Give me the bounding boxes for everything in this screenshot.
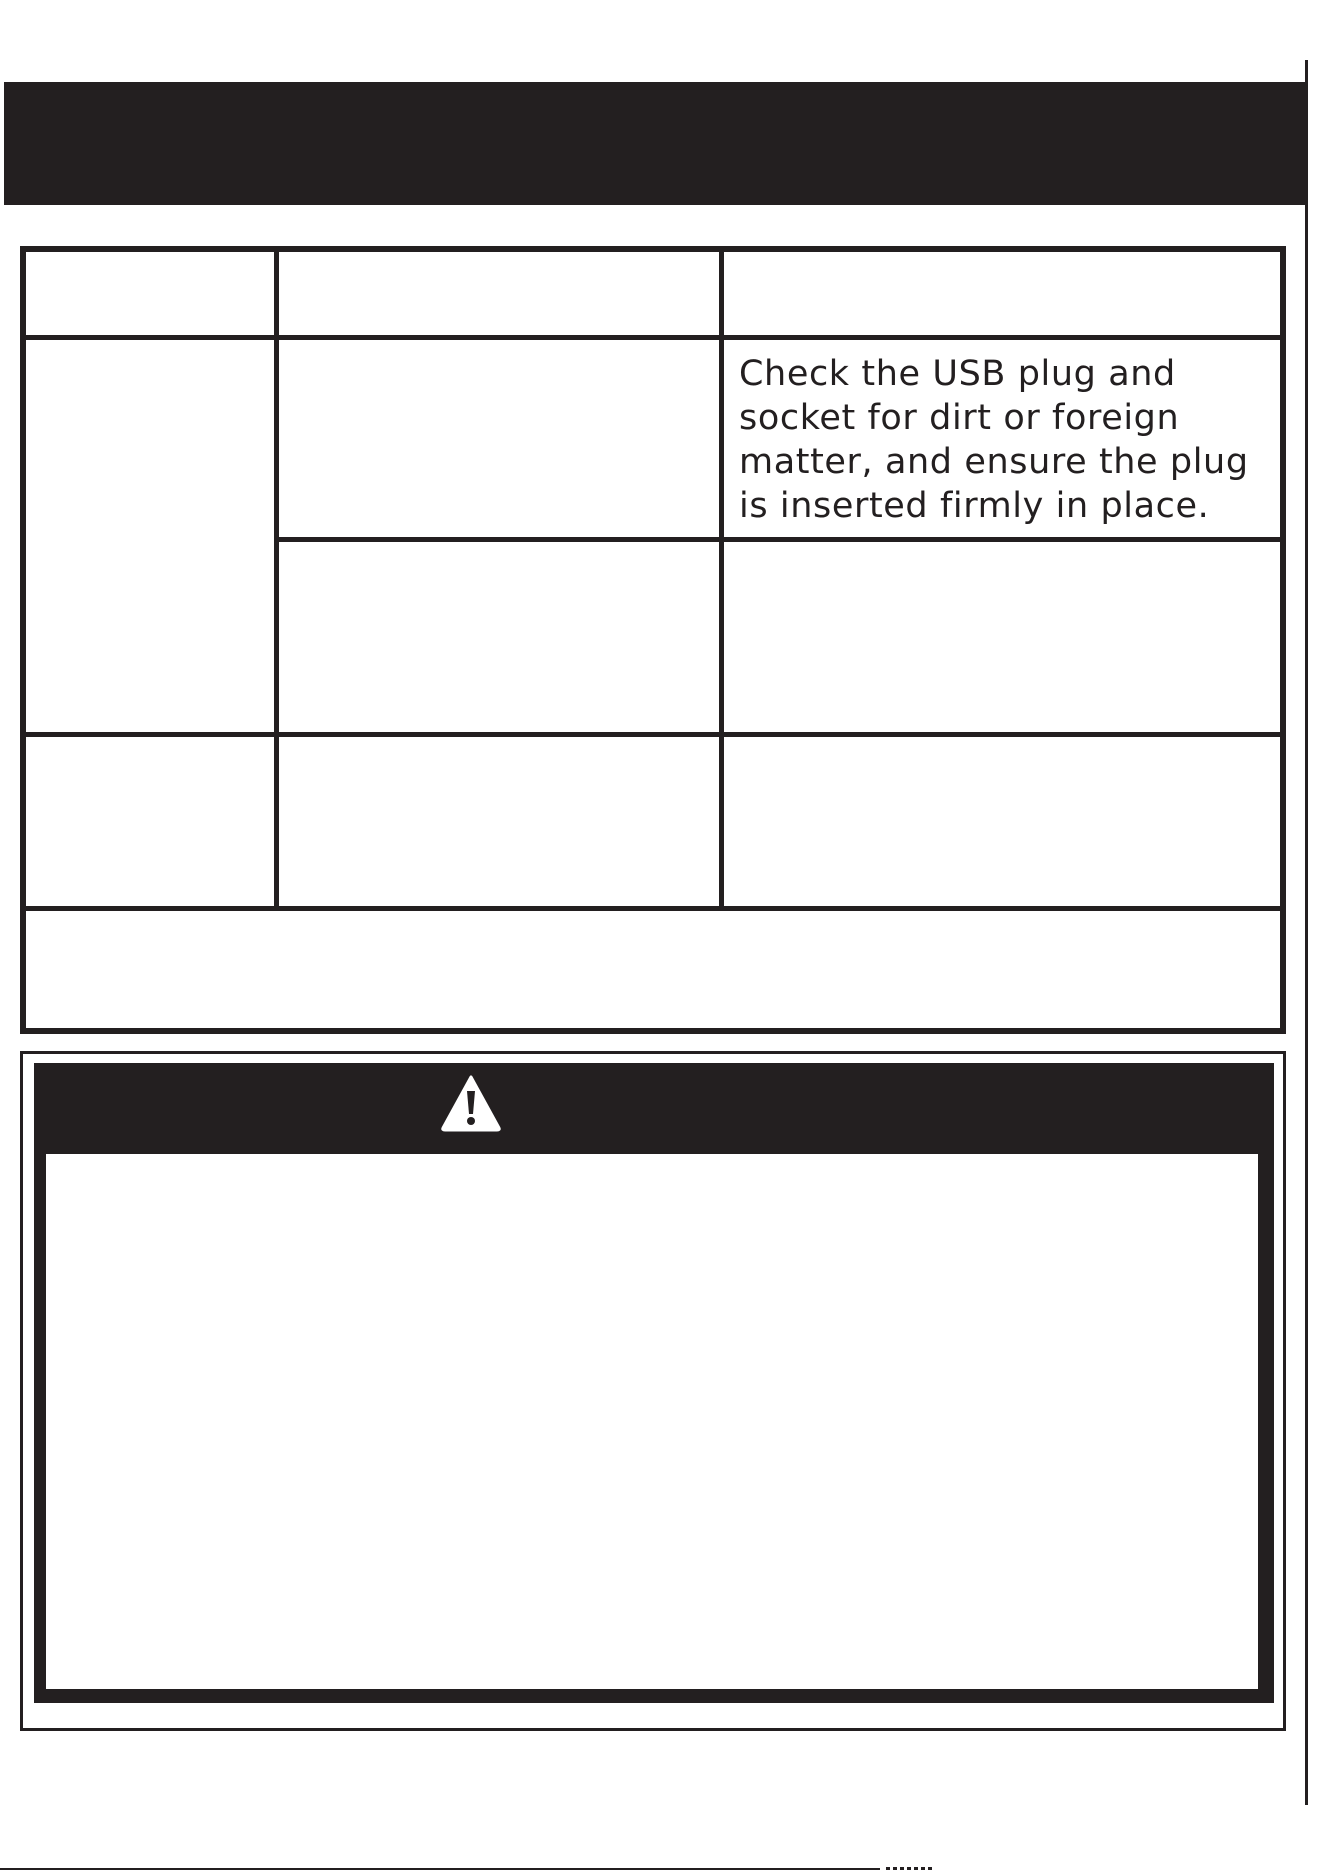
warning-body: [46, 1154, 1258, 1689]
table-rule-header: [20, 335, 1286, 340]
table-cell-solution: Check the USB plug and socket for dirt or foreign matter, and ensure the plug is inserted firmly in place.: [739, 354, 1249, 526]
section-header-bar: [4, 82, 1308, 205]
table-rule-row: [20, 732, 1286, 737]
warning-triangle-icon: [440, 1074, 502, 1132]
page-bottom-mark: [886, 1867, 934, 1870]
table-rule-sub: [276, 537, 1286, 542]
table-rule-footer: [20, 906, 1286, 911]
table-col-rule-2: [719, 246, 724, 908]
table-col-rule-1: [274, 246, 279, 908]
page-edge-rule: [1305, 60, 1308, 1805]
page-bottom-rule: [0, 1868, 880, 1870]
